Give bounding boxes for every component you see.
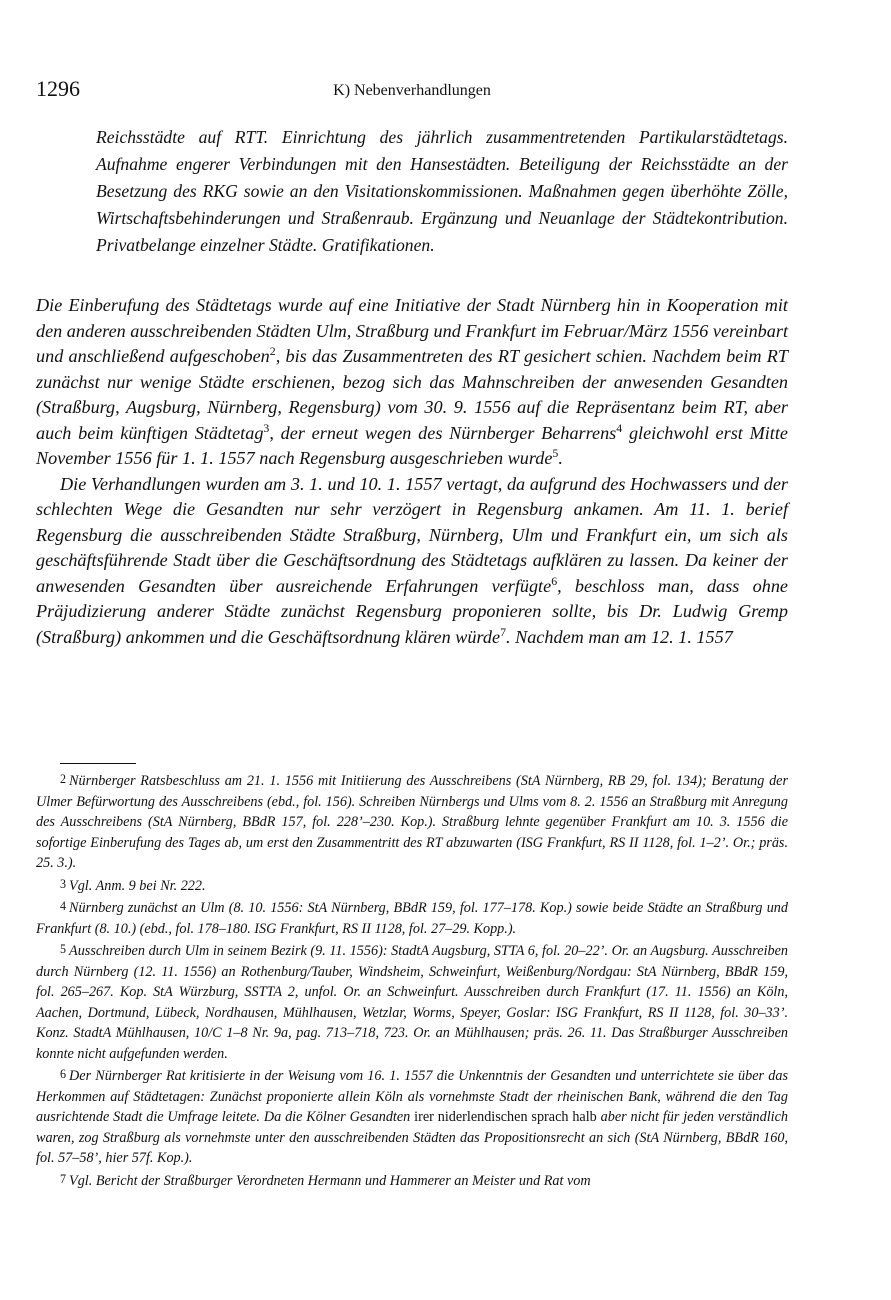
footnote-ref-2[interactable]: 2 bbox=[269, 343, 276, 358]
page-header bbox=[36, 76, 788, 106]
text-segment: Die Einberufung des Städtetags wurde auf eine Initiative der Stadt Nürnberg hin in Kooperation mit den anderen ausschreibenden Städten Ulm, Straßburg und Frankfurt im Februar/März 1556 vereinbart und anschließend aufgeschoben bbox=[36, 295, 788, 366]
page-number: 1296 bbox=[36, 76, 80, 101]
footnote-text: Nürnberger Ratsbeschluss am 21. 1. 1556 mit Initiierung des Ausschreibens (StA Nürnberg, RB 29, fol. 134); Beratung der Ulmer Befürwortung des Ausschreibens (ebd., fol. 156). Schreiben Nürnbergs und Ulms vom 8. 2. 1556 an Straßburg mit Anregung des Ausschreibens (StA Nürnberg, BBdR 157, fol. 228’–230. Kop.). Straßburg lehnte gegenüber Frankfurt am 10. 3. 1556 die sofortige Einberufung des Tages ab, um erst den Zusammentritt des RT abzuwarten (ISG Frankfurt, RS II 1128, fol. 1–2’. Or.; präs. 25. 3.). bbox=[36, 773, 788, 871]
footnote-ref-4[interactable]: 4 bbox=[616, 420, 623, 435]
footnote-number: 2 bbox=[60, 772, 67, 786]
footnote-2 bbox=[36, 769, 788, 874]
footnote-text: Nürnberg zunächst an Ulm (8. 10. 1556: StA Nürnberg, BBdR 159, fol. 177–178. Kop.) sowie beide Städte an Straßburg und Frankfurt (8. 10.) (ebd., fol. 178–180. ISG Frankfurt, RS II 1128, fol. 27–29. Kopp.). bbox=[36, 900, 788, 937]
text-segment: gleichwohl erst Mitte November 1556 für 1. 1. 1557 nach Regensburg ausgeschrieben wurde bbox=[36, 422, 788, 468]
footnote-4 bbox=[36, 896, 788, 939]
footnote-number: 7 bbox=[60, 1171, 67, 1186]
footnote-text: Vgl. Bericht der Straßburger Verordneten Hermann und Hammerer an Meister und Rat vom bbox=[69, 1172, 591, 1189]
body-paragraph-1 bbox=[36, 293, 788, 472]
footnote-number: 6 bbox=[60, 1067, 67, 1081]
footnote-ref-6[interactable]: 6 bbox=[551, 573, 558, 588]
text-segment: , beschloss man, dass ohne Präjudizierung anderer Städte zunächst Regensburg proponieren sollte, bis Dr. Ludwig Gremp (Straßburg) ankommen und die Geschäftsordnung klären würde bbox=[36, 575, 788, 647]
text-segment: , bis das Zusammentreten des RT gesichert schien. Nachdem beim RT zunächst nur wenige Städte erschienen, bezog sich das Mahnschreiben der anwesenden Gesandten (Straßburg, Augsburg, Nürnberg, Regensburg) vom 30. 9. 1556 auf die Repräsentanz beim RT, aber auch beim künftigen Städtetag bbox=[36, 346, 789, 443]
footnote-ref-7[interactable]: 7 bbox=[500, 624, 506, 639]
footnote-ref-5[interactable]: 5 bbox=[552, 445, 559, 460]
footnotes bbox=[36, 769, 788, 1191]
footnote-7 bbox=[36, 1169, 788, 1192]
footnote-ref-3[interactable]: 3 bbox=[263, 420, 270, 435]
footnote-text: Der Nürnberger Rat kritisierte in der Weisung vom 16. 1. 1557 die Unkenntnis der Gesandten und unterrichtete sie über das Herkommen auf Städtetagen: Zunächst proponierte allein Köln als vornehmste Stadt der rheinischen Bank, während die den Tag ausrichtende Stadt die Umfrage leitete. Da die Kölner Gesandten bbox=[36, 1068, 788, 1125]
footnote-number: 3 bbox=[60, 876, 67, 891]
body-text bbox=[36, 293, 788, 650]
footnote-number: 5 bbox=[60, 942, 67, 956]
body-paragraph-2 bbox=[36, 472, 788, 651]
section-summary: Reichsstädte auf RTT. Einrichtung des jährlich zusammentretenden Partikularstädtetags. Aufnahme engerer Verbindungen mit den Hansestädten. Beteiligung der Reichsstädte an der Besetzung des RKG sowie an den Visitationskommissionen. Maßnahmen gegen überhöhte Zölle, Wirtschaftsbehinderungen und Straßenraub. Ergänzung und Neuanlage der Städtekontribution. Privatbelange einzelner Städte. Gratifikationen. bbox=[96, 127, 788, 255]
footnote-text: Ausschreiben durch Ulm in seinem Bezirk (9. 11. 1556): StadtA Augsburg, STTA 6, fol. 20–22’. Or. an Augsburg. Ausschreiben durch Nürnberg (12. 11. 1556) an Rothenburg/Tauber, Windsheim, Schweinfurt, Weißenburg/Nordgau: StA Nürnberg, BBdR 159, fol. 265–267. Kop. StA Würzburg, SSTTA 2, unfol. Or. an Schweinfurt. Ausschreiben durch Frankfurt (17. 11. 1556) an Köln, Aachen, Dortmund, Lübeck, Nordhausen, Mühlhausen, Wetzlar, Worms, Speyer, Goslar: ISG Frankfurt, RS II 1128, fol. 30–33’. Konz. StadtA Mühlhausen, 10/C 1–8 Nr. 9a, pag. 713–718, 723. Or. an Mühlhausen; präs. 26. 11. Das Straßburger Ausschreiben konnte nicht aufgefunden werden. bbox=[36, 943, 788, 1062]
text-segment: , der erneut wegen des Nürnberger Beharrens bbox=[269, 422, 617, 443]
footnote-divider bbox=[60, 763, 136, 764]
footnote-5 bbox=[36, 939, 788, 1064]
text-segment: . Nachdem man am 12. 1. 1557 bbox=[505, 626, 733, 647]
running-head: K) Nebenverhandlungen bbox=[333, 82, 491, 99]
footnote-text: aber nicht für jeden verständlich waren, zog Straßburg als vornehmste unter den ausschreibenden Städten das Propositionsrecht an sich (StA Nürnberg, BBdR 160, fol. 57–58’, hier 57f. Kop.). bbox=[36, 1109, 788, 1166]
footnote-6 bbox=[36, 1064, 788, 1169]
footnote-3 bbox=[36, 874, 788, 897]
text-segment: Die Verhandlungen wurden am 3. 1. und 10. 1. 1557 vertagt, da aufgrund des Hochwassers und der schlechten Wege die Gesandten nur sehr verzögert in Regensburg ankamen. Am 11. 1. berief Regensburg die ausschreibenden Städte Straßburg, Nürnberg, Ulm und Frankfurt ein, um sich als geschäftsführende Stadt über die Geschäftsordnung des Städtetags aufklären zu lassen. Da keiner der anwesenden Gesandten über ausreichende Erfahrungen verfügte bbox=[36, 473, 788, 596]
text-segment: . bbox=[558, 448, 563, 468]
footnote-quote: irer niderlendischen sprach halb bbox=[410, 1109, 601, 1125]
footnote-number: 4 bbox=[60, 899, 67, 913]
footnote-text: Vgl. Anm. 9 bei Nr. 222. bbox=[69, 877, 206, 894]
